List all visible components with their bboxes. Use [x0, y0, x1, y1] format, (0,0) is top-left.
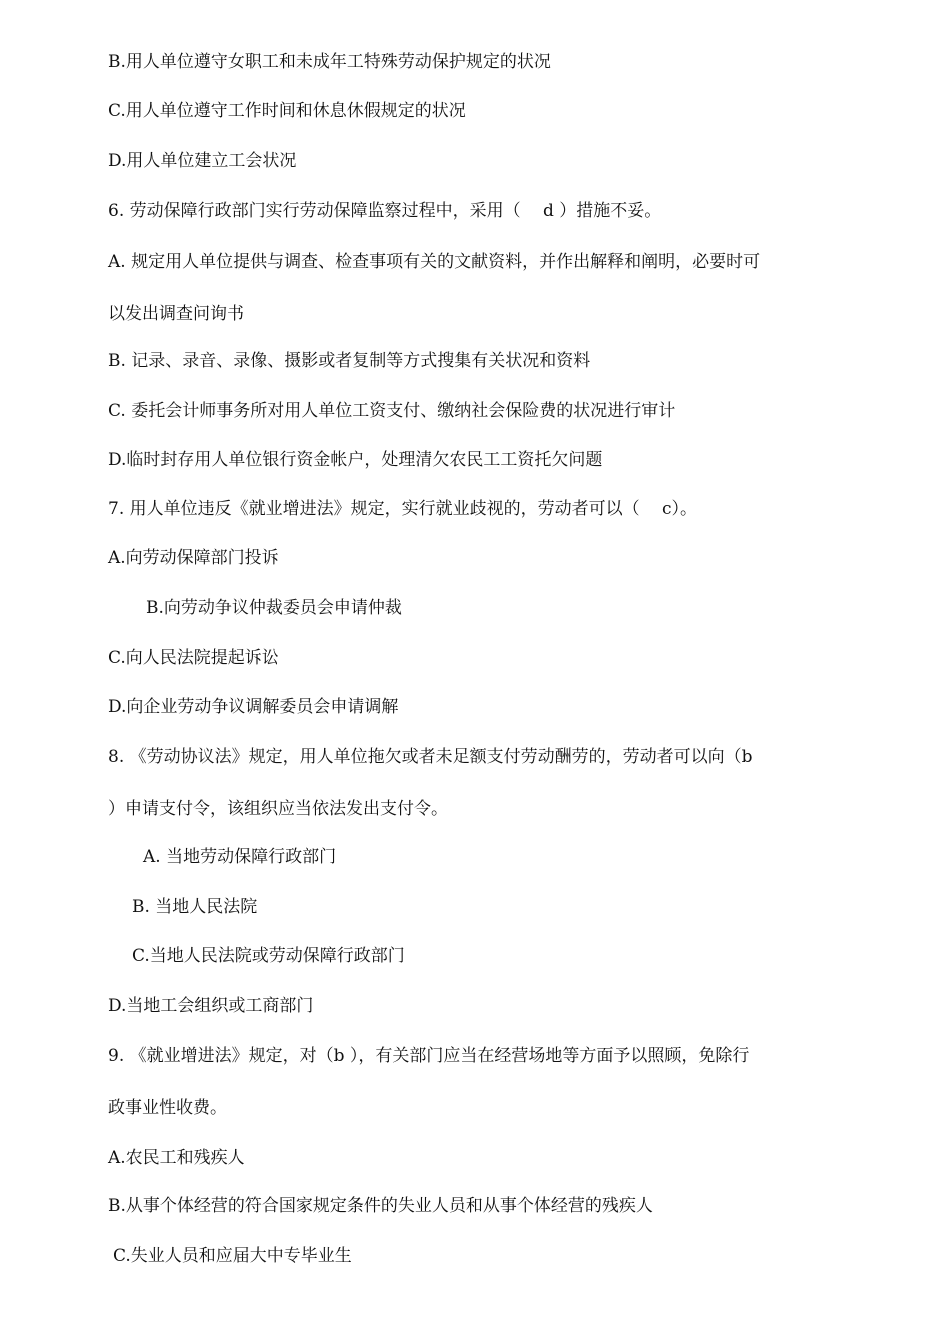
- option-7c: C.向人民法院提起诉讼: [108, 648, 279, 668]
- option-9c: C.失业人员和应届大中专毕业生: [113, 1246, 352, 1266]
- option-8a: A. 当地劳动保障行政部门: [143, 847, 337, 867]
- option-5d: D.用人单位建立工会状况: [108, 151, 297, 171]
- question-9-cont: 政事业性收费。: [108, 1098, 227, 1118]
- question-8-cont: ）申请支付令，该组织应当依法发出支付令。: [108, 799, 448, 819]
- question-6: 6. 劳动保障行政部门实行劳动保障监察过程中，采用（ d ）措施不妥。: [108, 201, 662, 221]
- option-7b: B.向劳动争议仲裁委员会申请仲裁: [146, 598, 402, 618]
- question-8: 8. 《劳动协议法》规定，用人单位拖欠或者未足额支付劳动酬劳的，劳动者可以向（b: [108, 747, 753, 767]
- option-8b: B. 当地人民法院: [132, 897, 258, 917]
- option-6a-cont: 以发出调查问询书: [108, 304, 244, 324]
- option-5b: B.用人单位遵守女职工和未成年工特殊劳动保护规定的状况: [108, 52, 551, 72]
- option-6d: D.临时封存用人单位银行资金帐户，处理清欠农民工工资托欠问题: [108, 450, 603, 470]
- option-5c: C.用人单位遵守工作时间和休息休假规定的状况: [108, 101, 466, 121]
- option-8d: D.当地工会组织或工商部门: [108, 996, 314, 1016]
- question-7: 7. 用人单位违反《就业增进法》规定，实行就业歧视的，劳动者可以（ c）。: [108, 499, 698, 519]
- option-6a: A. 规定用人单位提供与调查、检查事项有关的文献资料，并作出解释和阐明，必要时可: [108, 252, 761, 272]
- option-9b: B.从事个体经营的符合国家规定条件的失业人员和从事个体经营的残疾人: [108, 1196, 653, 1216]
- option-6b: B. 记录、录音、录像、摄影或者复制等方式搜集有关状况和资料: [108, 351, 591, 371]
- option-6c: C. 委托会计师事务所对用人单位工资支付、缴纳社会保险费的状况进行审计: [108, 401, 676, 421]
- option-8c: C.当地人民法院或劳动保障行政部门: [132, 946, 405, 966]
- option-9a: A.农民工和残疾人: [108, 1148, 245, 1168]
- question-9: 9. 《就业增进法》规定，对（b ），有关部门应当在经营场地等方面予以照顾，免除行: [108, 1046, 750, 1066]
- option-7a: A.向劳动保障部门投诉: [108, 548, 279, 568]
- option-7d: D.向企业劳动争议调解委员会申请调解: [108, 697, 399, 717]
